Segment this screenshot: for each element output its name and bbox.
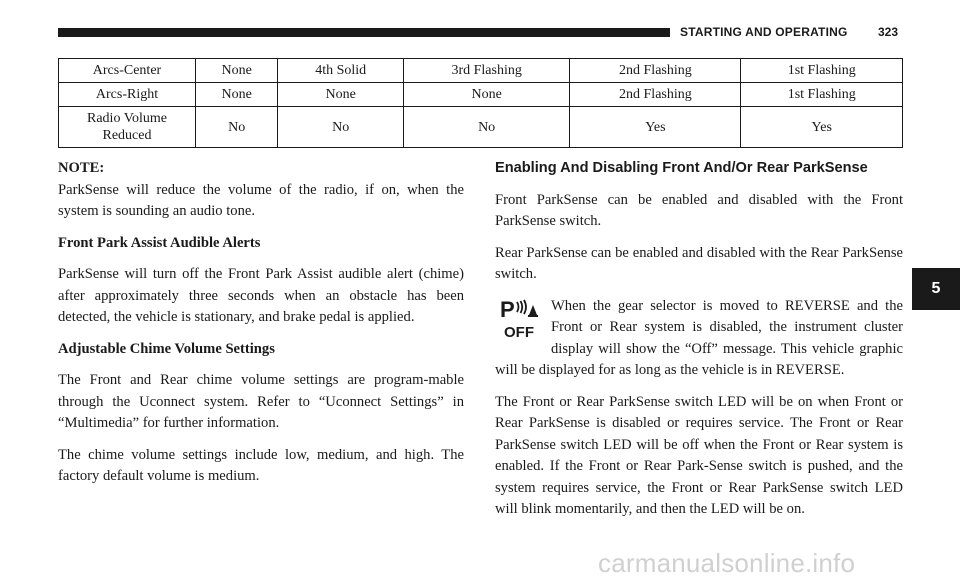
table-cell: None xyxy=(278,83,404,107)
table-cell: 4th Solid xyxy=(278,59,404,83)
chime-levels-text: The chime volume settings include low, medium, and high. The factory default volume is medium. xyxy=(58,446,464,484)
parksense-display-table xyxy=(58,58,903,148)
svg-text:P: P xyxy=(500,296,515,322)
table-cell: None xyxy=(403,83,569,107)
table-cell: None xyxy=(196,83,278,107)
table-row xyxy=(59,83,903,107)
reverse-text: When the gear selector is moved to REVERSE and the Front or Rear system is disabled, the instrument cluster display will show the “Off” message. This vehicle graphic will be displayed for as long as the vehicle is in REVERSE. xyxy=(495,297,903,378)
table-row xyxy=(59,107,903,148)
table-cell: No xyxy=(278,107,404,148)
parksense-waves-icon xyxy=(499,296,539,322)
table-cell: No xyxy=(403,107,569,148)
table-cell: 2nd Flashing xyxy=(570,59,741,83)
table-cell: 1st Flashing xyxy=(741,59,903,83)
led-text: The Front or Rear ParkSense switch LED will be on when Front or Rear ParkSense is disabled or requires service. The Front or Rear ParkSense switch LED will be off when the Front or Rear system is enabled. If the Front or Rear Park-Sense switch is pushed, and the system requires service, the Front or Rear ParkSense switch LED will blink momentarily, and then the LED will be on. xyxy=(495,393,903,517)
table-cell: 3rd Flashing xyxy=(403,59,569,83)
note-heading: NOTE: xyxy=(58,160,105,176)
table-row xyxy=(59,59,903,83)
watermark: carmanualsonline.info xyxy=(598,548,856,578)
left-column xyxy=(58,158,464,488)
parksense-off-icon xyxy=(495,296,541,356)
rear-enable-text: Rear ParkSense can be enabled and disabled with the Rear ParkSense switch. xyxy=(495,244,903,282)
page-number: 323 xyxy=(878,25,899,39)
reverse-paragraph xyxy=(495,296,903,382)
chime-heading: Adjustable Chime Volume Settings xyxy=(58,340,275,357)
icon-off-label: OFF xyxy=(504,323,534,341)
section-header-title: STARTING AND OPERATING xyxy=(680,25,848,39)
chime-text: The Front and Rear chime volume settings are program-mable through the Uconnect system. Refer to “Uconnect Settings” in “Multimedia” for further information. xyxy=(58,372,464,431)
header-rule xyxy=(58,28,670,37)
note-text: ParkSense will reduce the volume of the radio, if on, when the system is sounding an audio tone. xyxy=(58,181,464,219)
table-row-label: Arcs-Center xyxy=(59,59,196,83)
table-cell: Yes xyxy=(741,107,903,148)
table-row-label-line: Radio Volume xyxy=(87,111,167,126)
table-cell: None xyxy=(196,59,278,83)
table-row-label: Arcs-Right xyxy=(59,83,196,107)
table-cell: 1st Flashing xyxy=(741,83,903,107)
table-cell: 2nd Flashing xyxy=(570,83,741,107)
table-cell: No xyxy=(196,107,278,148)
front-alerts-text: ParkSense will turn off the Front Park Assist audible alert (chime) after approximately three seconds when an obstacle has been detected, the vehicle is stationary, and brake pedal is applied. xyxy=(58,266,464,325)
table-row-label xyxy=(59,107,196,148)
front-enable-text: Front ParkSense can be enabled and disabled with the Front ParkSense switch. xyxy=(495,191,903,229)
front-alerts-heading: Front Park Assist Audible Alerts xyxy=(58,234,261,251)
table-cell: Yes xyxy=(570,107,741,148)
right-column xyxy=(495,158,903,521)
section-title: Enabling And Disabling Front And/Or Rear ParkSense xyxy=(495,160,868,176)
chapter-tab: 5 xyxy=(912,268,960,310)
table-row-label-line: Reduced xyxy=(102,128,152,143)
